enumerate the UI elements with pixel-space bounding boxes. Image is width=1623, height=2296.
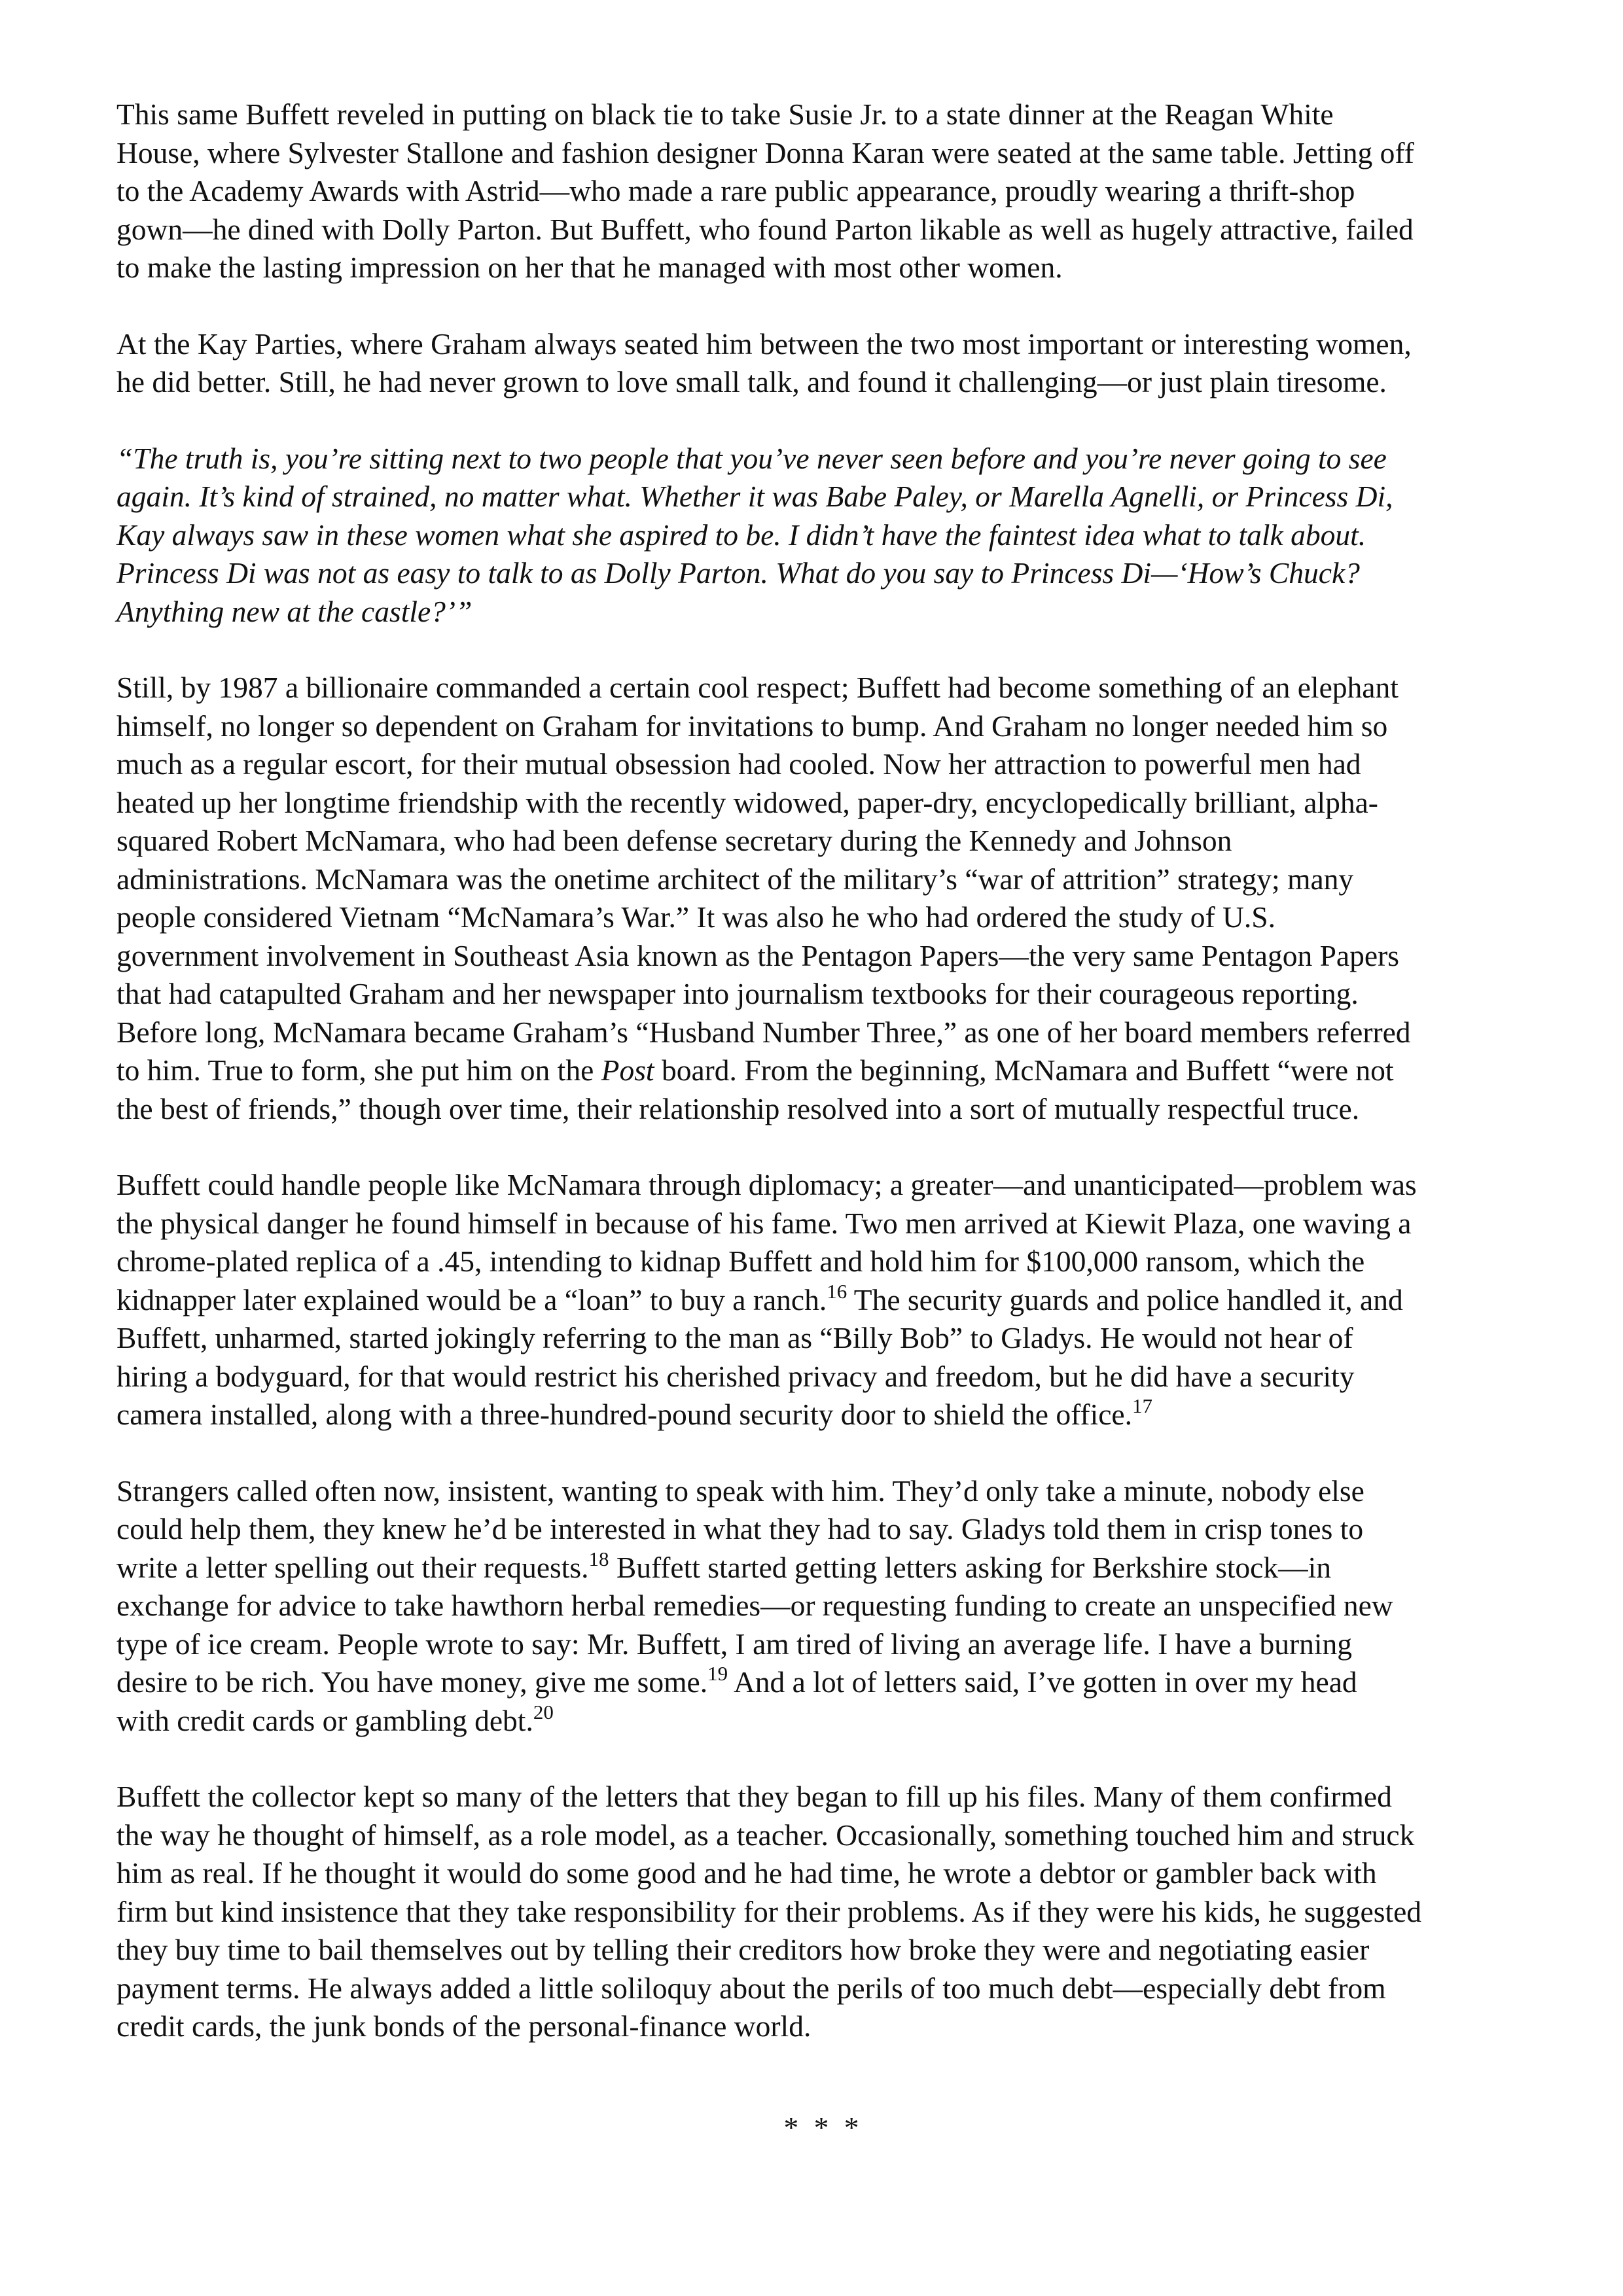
paragraph-mcnamara	[116, 669, 1524, 1128]
text-line	[116, 1663, 1524, 1702]
section-break: * * *	[783, 2110, 863, 2144]
quote-line: “The truth is, you’re sitting next to two people that you’ve never seen before and you’re never going to see	[116, 441, 1387, 475]
text-line: that had catapulted Graham and her newspaper into journalism textbooks for their courageous reporting.	[116, 977, 1359, 1010]
text-line: himself, no longer so dependent on Graham for invitations to bump. And Graham no longer needed him so	[116, 709, 1388, 743]
text-line: to the Academy Awards with Astrid—who made a rare public appearance, proudly wearing a thrift-shop	[116, 174, 1355, 207]
text-line	[116, 1702, 1524, 1740]
text-line: he did better. Still, he had never grown to love small talk, and found it challenging—or just plain tiresome.	[116, 365, 1387, 398]
text-line: government involvement in Southeast Asia known as the Pentagon Papers—the very same Pentagon Papers	[116, 938, 1399, 972]
paragraph-letters	[116, 1778, 1524, 2046]
text-line: squared Robert McNamara, who had been defense secretary during the Kennedy and Johnson	[116, 824, 1232, 857]
text-segment: with credit cards or gambling debt.	[116, 1703, 533, 1737]
page-body	[116, 96, 1524, 2147]
footnote-marker: 16	[827, 1279, 847, 1303]
paragraph-kay-parties	[116, 325, 1524, 402]
text-segment: kidnapper later explained would be a “loan” to buy a ranch.	[116, 1282, 827, 1316]
text-line	[116, 1549, 1524, 1587]
footnote-marker: 17	[1132, 1394, 1152, 1417]
text-line: type of ice cream. People wrote to say: Mr. Buffett, I am tired of living an average life. I have a burning	[116, 1627, 1353, 1661]
text-segment: And a lot of letters said, I’ve gotten in over my head	[728, 1665, 1357, 1699]
footnote-marker: 20	[533, 1700, 554, 1723]
text-line: Buffett, unharmed, started jokingly referring to the man as “Billy Bob” to Gladys. He would not hear of	[116, 1321, 1353, 1354]
text-line: Buffett could handle people like McNamara through diplomacy; a greater—and unanticipated—problem was	[116, 1168, 1417, 1201]
text-segment: board. From the beginning, McNamara and Buffett “were not	[654, 1053, 1394, 1087]
text-line: firm but kind insistence that they take responsibility for their problems. As if they were his kids, he suggested	[116, 1894, 1422, 1928]
text-line: hiring a bodyguard, for that would restrict his cherished privacy and freedom, but he did have a security	[116, 1359, 1355, 1393]
paragraph-kidnap-attempt	[116, 1166, 1524, 1434]
text-line: Buffett the collector kept so many of the letters that they began to fill up his files. Many of them confirmed	[116, 1780, 1392, 1813]
paragraph-quote	[116, 440, 1524, 631]
quote-line: Princess Di was not as easy to talk to as Dolly Parton. What do you say to Princess Di—‘How’s Chuck?	[116, 556, 1360, 590]
text-line: Still, by 1987 a billionaire commanded a certain cool respect; Buffett had become something of an elephant	[116, 671, 1399, 704]
text-line	[116, 1281, 1524, 1320]
text-line: credit cards, the junk bonds of the personal-finance world.	[116, 2009, 812, 2043]
text-segment: Buffett started getting letters asking for Berkshire stock—in	[609, 1550, 1332, 1584]
text-segment: write a letter spelling out their requests.	[116, 1550, 589, 1584]
paragraph-state-dinner	[116, 96, 1524, 287]
text-segment: desire to be rich. You have money, give me some.	[116, 1665, 708, 1699]
text-line	[116, 1051, 1524, 1090]
text-line: This same Buffett reveled in putting on black tie to take Susie Jr. to a state dinner at the Reagan White	[116, 97, 1334, 131]
text-line: the way he thought of himself, as a role model, as a teacher. Occasionally, something touched him and struck	[116, 1818, 1415, 1852]
text-line	[116, 1396, 1524, 1434]
text-line: much as a regular escort, for their mutual obsession had cooled. Now her attraction to powerful men had	[116, 747, 1361, 781]
footnote-marker: 19	[707, 1662, 728, 1685]
text-line: to make the lasting impression on her that he managed with most other women.	[116, 251, 1063, 284]
text-line: At the Kay Parties, where Graham always seated him between the two most important or interesting women,	[116, 327, 1412, 361]
text-line: administrations. McNamara was the onetime architect of the military’s “war of attrition” strategy; many	[116, 862, 1354, 896]
text-line: could help them, they knew he’d be interested in what they had to say. Gladys told them in crisp tones to	[116, 1512, 1364, 1545]
text-line: people considered Vietnam “McNamara’s War.” It was also he who had ordered the study of U.S.	[116, 900, 1275, 934]
text-line: the physical danger he found himself in because of his fame. Two men arrived at Kiewit Plaza, one waving a	[116, 1206, 1412, 1240]
quote-line: Kay always saw in these women what she aspired to be. I didn’t have the faintest idea what to talk about.	[116, 518, 1366, 552]
text-segment: camera installed, along with a three-hundred-pound security door to shield the office.	[116, 1398, 1132, 1431]
text-line: Before long, McNamara became Graham’s “Husband Number Three,” as one of her board members referred	[116, 1015, 1411, 1049]
text-line: gown—he dined with Dolly Parton. But Buffett, who found Parton likable as well as hugely attractive, failed	[116, 212, 1414, 246]
text-line: exchange for advice to take hawthorn herbal remedies—or requesting funding to create an unspecified new	[116, 1589, 1393, 1622]
text-line: Strangers called often now, insistent, wanting to speak with him. They’d only take a minute, nobody else	[116, 1474, 1364, 1508]
text-line: House, where Sylvester Stallone and fashion designer Donna Karan were seated at the same table. Jetting off	[116, 135, 1414, 169]
text-line: payment terms. He always added a little soliloquy about the perils of too much debt—especially debt from	[116, 1971, 1386, 2005]
text-line: chrome-plated replica of a .45, intending to kidnap Buffett and hold him for $100,000 ransom, which the	[116, 1245, 1365, 1278]
footnote-marker: 18	[588, 1547, 609, 1570]
publication-title: Post	[601, 1053, 654, 1087]
text-segment: to him. True to form, she put him on the	[116, 1053, 601, 1087]
quote-line: again. It’s kind of strained, no matter what. Whether it was Babe Paley, or Marella Agnelli, or Princess Di,	[116, 480, 1393, 513]
paragraph-strangers	[116, 1472, 1524, 1740]
quote-line: Anything new at the castle?’”	[116, 594, 473, 628]
text-line: they buy time to bail themselves out by telling their creditors how broke they were and negotiating easier	[116, 1933, 1370, 1966]
text-line: the best of friends,” though over time, their relationship resolved into a sort of mutually respectful truce.	[116, 1091, 1360, 1125]
text-line: heated up her longtime friendship with the recently widowed, paper-dry, encyclopedically brilliant, alpha-	[116, 785, 1378, 819]
text-segment: The security guards and police handled it, and	[847, 1282, 1403, 1316]
text-line: him as real. If he thought it would do some good and he had time, he wrote a debtor or gambler back with	[116, 1856, 1377, 1890]
